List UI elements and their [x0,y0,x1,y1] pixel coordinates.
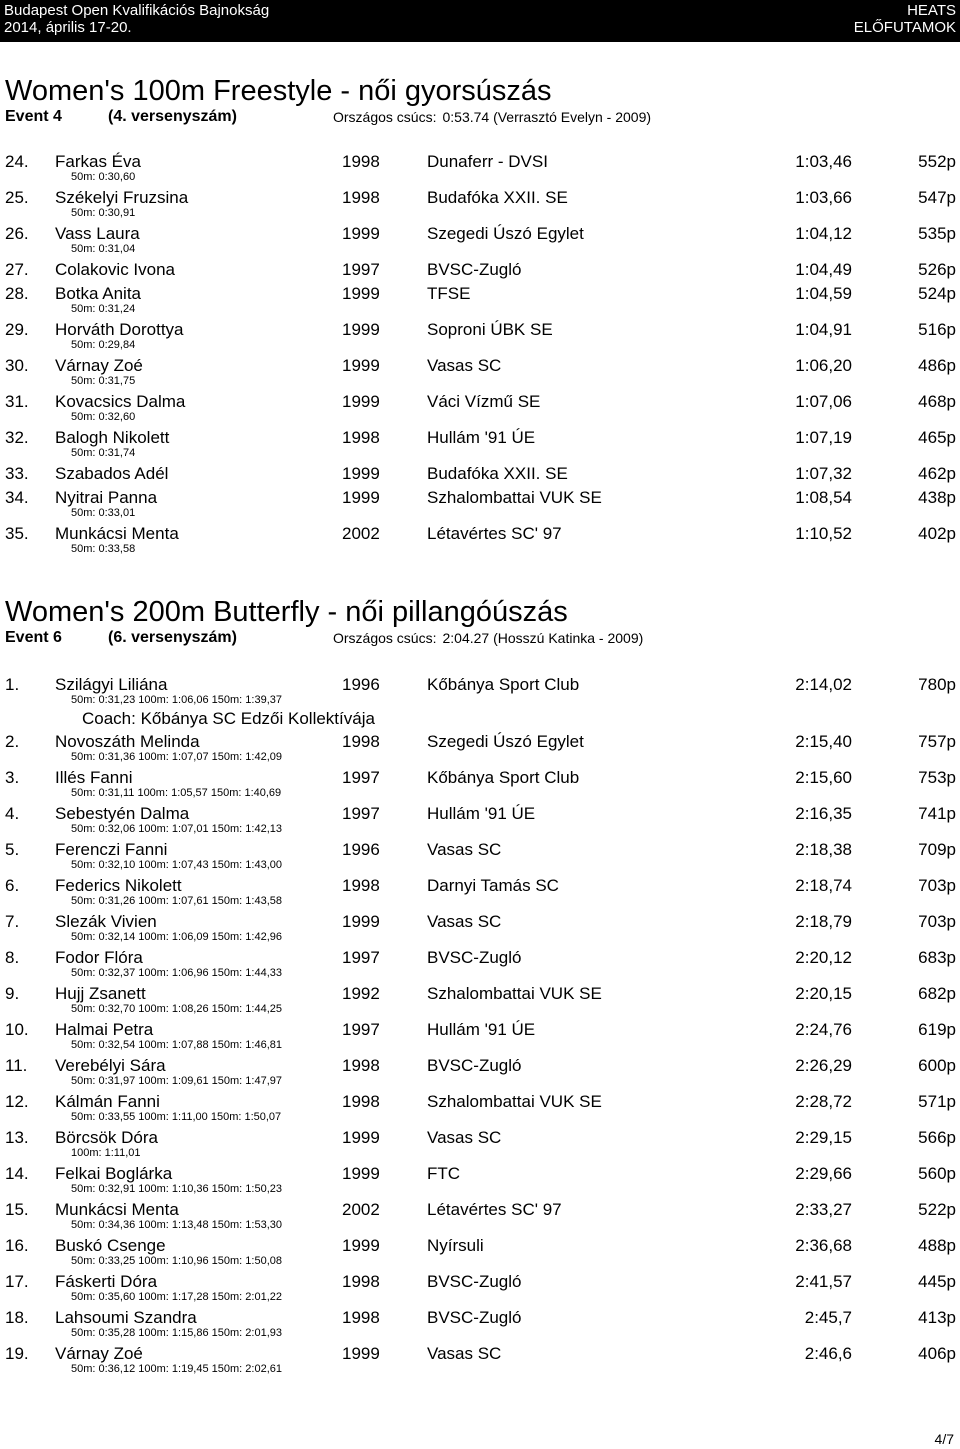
record-value: 2:04.27 (Hosszú Katinka - 2009) [442,630,644,646]
club-name: BVSC-Zugló [427,948,522,967]
swimmer-name: Kálmán Fanni [55,1092,160,1111]
fina-points: 682p [918,984,956,1003]
results-list [0,673,960,1378]
birth-year: 1998 [342,152,380,171]
final-time: 1:07,06 [795,392,852,411]
split-times: 100m: 1:11,01 [71,1147,141,1159]
result-row [0,522,960,558]
fina-points: 753p [918,768,956,787]
result-row [0,673,960,730]
fina-points: 683p [918,948,956,967]
swimmer-name: Colakovic Ivona [55,260,176,279]
birth-year: 1998 [342,732,380,751]
result-row [0,1018,960,1054]
final-time: 1:07,19 [795,428,852,447]
result-row [0,1306,960,1342]
club-name: Szhalombattai VUK SE [427,1092,602,1111]
birth-year: 1998 [342,1272,380,1291]
swimmer-name: Fáskerti Dóra [55,1272,158,1291]
page-number: 4/7 [934,1431,954,1447]
birth-year: 1996 [342,840,380,859]
record-label: Országos csúcs: [333,630,437,646]
split-times: 50m: 0:32,37 100m: 1:06,96 150m: 1:44,33 [71,967,282,979]
final-time: 2:26,29 [795,1056,852,1075]
swimmer-name: Botka Anita [55,284,142,303]
birth-year: 1997 [342,260,380,279]
place: 1. [5,675,20,694]
place: 29. [5,320,29,339]
national-record [333,629,643,647]
event-info [0,107,960,127]
place: 28. [5,284,29,303]
session-type: HEATS [907,2,956,19]
meet-title: Budapest Open Kvalifikációs Bajnokság [4,2,270,19]
final-time: 2:18,74 [795,876,852,895]
final-time: 2:15,60 [795,768,852,787]
split-times: 50m: 0:35,60 100m: 1:17,28 150m: 2:01,22 [71,1291,282,1303]
swimmer-name: Buskó Csenge [55,1236,166,1255]
header-bar [0,0,960,42]
birth-year: 1992 [342,984,380,1003]
split-times: 50m: 0:31,24 [71,303,136,315]
split-times: 50m: 0:32,06 100m: 1:07,01 150m: 1:42,13 [71,823,282,835]
birth-year: 1998 [342,1056,380,1075]
split-times: 50m: 0:31,11 100m: 1:05,57 150m: 1:40,69 [71,787,282,799]
club-name: FTC [427,1164,461,1183]
place: 14. [5,1164,29,1183]
birth-year: 1997 [342,804,380,823]
birth-year: 1998 [342,1308,380,1327]
final-time: 2:28,72 [795,1092,852,1111]
birth-year: 1998 [342,188,380,207]
event-number-hu: (4. versenyszám) [108,108,237,125]
swimmer-name: Slezák Vivien [55,912,157,931]
swimmer-name: Munkácsi Menta [55,524,179,543]
club-name: Vasas SC [427,1128,502,1147]
fina-points: 619p [918,1020,956,1039]
fina-points: 468p [918,392,956,411]
split-times: 50m: 0:36,12 100m: 1:19,45 150m: 2:02,61 [71,1363,282,1375]
swimmer-name: Munkácsi Menta [55,1200,179,1219]
split-times: 50m: 0:32,54 100m: 1:07,88 150m: 1:46,81 [71,1039,282,1051]
swimmer-name: Horváth Dorottya [55,320,184,339]
fina-points: 438p [918,488,956,507]
swimmer-name: Balogh Nikolett [55,428,170,447]
split-times: 50m: 0:30,60 [71,171,136,183]
fina-points: 566p [918,1128,956,1147]
record-value: 0:53.74 (Verrasztó Evelyn - 2009) [442,109,652,125]
swimmer-name: Ferenczi Fanni [55,840,168,859]
final-time: 1:03,46 [795,152,852,171]
final-time: 2:45,7 [804,1308,852,1327]
place: 25. [5,188,29,207]
fina-points: 522p [918,1200,956,1219]
place: 7. [5,912,20,931]
final-time: 1:06,20 [795,356,852,375]
split-times: 50m: 0:34,36 100m: 1:13,48 150m: 1:53,30 [71,1219,282,1231]
final-time: 1:04,12 [795,224,852,243]
place: 32. [5,428,29,447]
record-label: Országos csúcs: [333,109,437,125]
club-name: Szhalombattai VUK SE [427,488,602,507]
birth-year: 2002 [342,524,380,543]
birth-year: 1999 [342,1128,380,1147]
split-times: 50m: 0:35,28 100m: 1:15,86 150m: 2:01,93 [71,1327,282,1339]
place: 12. [5,1092,29,1111]
club-name: Szegedi Úszó Egylet [427,732,584,751]
event-number-hu: (6. versenyszám) [108,629,237,646]
club-name: Vasas SC [427,912,502,931]
place: 27. [5,260,29,279]
split-times: 50m: 0:31,97 100m: 1:09,61 150m: 1:47,97 [71,1075,282,1087]
result-row [0,390,960,426]
result-row [0,1126,960,1162]
club-name: Darnyi Tamás SC [427,876,559,895]
fina-points: 703p [918,876,956,895]
club-name: Budafóka XXII. SE [427,464,568,483]
birth-year: 1998 [342,1092,380,1111]
event-info [0,628,960,648]
swimmer-name: Hujj Zsanett [55,984,146,1003]
fina-points: 445p [918,1272,956,1291]
result-row [0,1270,960,1306]
final-time: 2:15,40 [795,732,852,751]
swimmer-name: Novoszáth Melinda [55,732,200,751]
result-row [0,1342,960,1378]
final-time: 1:04,59 [795,284,852,303]
final-time: 2:36,68 [795,1236,852,1255]
fina-points: 547p [918,188,956,207]
club-name: Nyírsuli [427,1236,484,1255]
split-times: 50m: 0:30,91 [71,207,136,219]
fina-points: 560p [918,1164,956,1183]
final-time: 1:07,32 [795,464,852,483]
fina-points: 571p [918,1092,956,1111]
swimmer-name: Felkai Boglárka [55,1164,173,1183]
result-row [0,222,960,258]
place: 18. [5,1308,29,1327]
split-times: 50m: 0:29,84 [71,339,136,351]
place: 15. [5,1200,29,1219]
place: 13. [5,1128,29,1147]
club-name: Szhalombattai VUK SE [427,984,602,1003]
swimmer-name: Sebestyén Dalma [55,804,190,823]
final-time: 2:20,15 [795,984,852,1003]
club-name: BVSC-Zugló [427,1056,522,1075]
birth-year: 1999 [342,320,380,339]
place: 17. [5,1272,29,1291]
result-row [0,486,960,522]
result-row [0,1090,960,1126]
birth-year: 1996 [342,675,380,694]
place: 34. [5,488,29,507]
fina-points: 516p [918,320,956,339]
meet-date: 2014, április 17-20. [4,19,132,36]
club-name: Létavértes SC' 97 [427,1200,562,1219]
split-times: 50m: 0:31,04 [71,243,136,255]
club-name: Váci Vízmű SE [427,392,541,411]
results-list [0,150,960,558]
result-row [0,1198,960,1234]
swimmer-name: Vass Laura [55,224,140,243]
final-time: 2:20,12 [795,948,852,967]
swimmer-name: Szabados Adél [55,464,169,483]
swimmer-name: Kovacsics Dalma [55,392,186,411]
swimmer-name: Farkas Éva [55,152,141,171]
fina-points: 402p [918,524,956,543]
swimmer-name: Lahsoumi Szandra [55,1308,197,1327]
split-times: 50m: 0:31,74 [71,447,136,459]
place: 4. [5,804,20,823]
birth-year: 1999 [342,392,380,411]
final-time: 1:04,91 [795,320,852,339]
fina-points: 406p [918,1344,956,1363]
session-type-hu: ELŐFUTAMOK [853,19,956,36]
club-name: Dunaferr - DVSI [427,152,548,171]
club-name: BVSC-Zugló [427,1272,522,1291]
swimmer-name: Fodor Flóra [55,948,143,967]
place: 31. [5,392,29,411]
result-row [0,874,960,910]
club-name: Hullám '91 ÚE [427,804,536,823]
place: 33. [5,464,29,483]
club-name: Vasas SC [427,840,502,859]
fina-points: 488p [918,1236,956,1255]
fina-points: 462p [918,464,956,483]
final-time: 2:46,6 [804,1344,852,1363]
result-row [0,282,960,318]
club-name: Vasas SC [427,356,502,375]
result-row [0,1234,960,1270]
place: 24. [5,152,29,171]
birth-year: 1998 [342,876,380,895]
swimmer-name: Federics Nikolett [55,876,182,895]
swimmer-name: Szilágyi Liliána [55,675,168,694]
split-times: 50m: 0:31,26 100m: 1:07,61 150m: 1:43,58 [71,895,282,907]
result-row [0,730,960,766]
final-time: 2:14,02 [795,675,852,694]
national-record [333,108,651,126]
result-row [0,982,960,1018]
club-name: Vasas SC [427,1344,502,1363]
fina-points: 413p [918,1308,956,1327]
place: 9. [5,984,20,1003]
final-time: 1:08,54 [795,488,852,507]
birth-year: 1999 [342,224,380,243]
place: 30. [5,356,29,375]
place: 16. [5,1236,29,1255]
split-times: 50m: 0:33,25 100m: 1:10,96 150m: 1:50,08 [71,1255,282,1267]
club-name: Hullám '91 ÚE [427,428,536,447]
final-time: 1:03,66 [795,188,852,207]
fina-points: 486p [918,356,956,375]
result-row [0,462,960,486]
fina-points: 780p [918,675,956,694]
result-row [0,258,960,282]
result-row [0,766,960,802]
final-time: 2:24,76 [795,1020,852,1039]
swimmer-name: Várnay Zoé [55,1344,143,1363]
result-row [0,1054,960,1090]
fina-points: 709p [918,840,956,859]
final-time: 2:18,79 [795,912,852,931]
swimmer-name: Nyitrai Panna [55,488,158,507]
split-times: 50m: 0:33,58 [71,543,136,555]
place: 6. [5,876,20,895]
club-name: Hullám '91 ÚE [427,1020,536,1039]
swimmer-name: Illés Fanni [55,768,133,787]
final-time: 2:41,57 [795,1272,852,1291]
birth-year: 1999 [342,912,380,931]
place: 11. [5,1056,28,1075]
fina-points: 703p [918,912,956,931]
event-number: Event 4 [5,108,62,125]
club-name: TFSE [427,284,471,303]
club-name: Kőbánya Sport Club [427,675,580,694]
final-time: 2:29,66 [795,1164,852,1183]
fina-points: 552p [918,152,956,171]
result-row [0,150,960,186]
event-title: Women's 200m Butterfly - női pillangóúszás [5,596,568,628]
result-row [0,946,960,982]
place: 3. [5,768,20,787]
result-row [0,354,960,390]
split-times: 50m: 0:32,60 [71,411,136,423]
birth-year: 2002 [342,1200,380,1219]
result-row [0,186,960,222]
split-times: 50m: 0:31,36 100m: 1:07,07 150m: 1:42,09 [71,751,282,763]
birth-year: 1999 [342,284,380,303]
swimmer-name: Székelyi Fruzsina [55,188,189,207]
place: 19. [5,1344,29,1363]
birth-year: 1999 [342,1344,380,1363]
club-name: Budafóka XXII. SE [427,188,568,207]
result-row [0,318,960,354]
swimmer-name: Halmai Petra [55,1020,154,1039]
split-times: 50m: 0:32,70 100m: 1:08,26 150m: 1:44,25 [71,1003,282,1015]
result-row [0,426,960,462]
final-time: 2:29,15 [795,1128,852,1147]
club-name: BVSC-Zugló [427,1308,522,1327]
place: 5. [5,840,20,859]
split-times: 50m: 0:33,01 [71,507,136,519]
result-row [0,910,960,946]
result-row [0,1162,960,1198]
swimmer-name: Várnay Zoé [55,356,143,375]
event-title: Women's 100m Freestyle - női gyorsúszás [5,75,552,107]
birth-year: 1999 [342,356,380,375]
place: 26. [5,224,29,243]
birth-year: 1997 [342,1020,380,1039]
final-time: 1:10,52 [795,524,852,543]
birth-year: 1997 [342,948,380,967]
place: 10. [5,1020,29,1039]
place: 8. [5,948,20,967]
birth-year: 1998 [342,428,380,447]
birth-year: 1999 [342,1236,380,1255]
club-name: BVSC-Zugló [427,260,522,279]
club-name: Szegedi Úszó Egylet [427,224,584,243]
club-name: Soproni ÚBK SE [427,320,553,339]
result-row [0,802,960,838]
split-times: 50m: 0:32,10 100m: 1:07,43 150m: 1:43,00 [71,859,282,871]
birth-year: 1999 [342,464,380,483]
split-times: 50m: 0:32,91 100m: 1:10,36 150m: 1:50,23 [71,1183,282,1195]
birth-year: 1999 [342,1164,380,1183]
fina-points: 465p [918,428,956,447]
coach-note: Coach: Kőbánya SC Edzői Kollektívája [82,709,375,728]
place: 35. [5,524,29,543]
fina-points: 757p [918,732,956,751]
split-times: 50m: 0:31,23 100m: 1:06,06 150m: 1:39,37 [71,694,282,706]
split-times: 50m: 0:33,55 100m: 1:11,00 150m: 1:50,07 [71,1111,282,1123]
swimmer-name: Verebélyi Sára [55,1056,166,1075]
result-row [0,838,960,874]
split-times: 50m: 0:31,75 [71,375,136,387]
place: 2. [5,732,20,751]
club-name: Kőbánya Sport Club [427,768,580,787]
fina-points: 741p [918,804,956,823]
final-time: 2:16,35 [795,804,852,823]
birth-year: 1997 [342,768,380,787]
event-number: Event 6 [5,629,62,646]
fina-points: 600p [918,1056,956,1075]
fina-points: 524p [918,284,956,303]
fina-points: 535p [918,224,956,243]
split-times: 50m: 0:32,14 100m: 1:06,09 150m: 1:42,96 [71,931,282,943]
final-time: 2:33,27 [795,1200,852,1219]
final-time: 2:18,38 [795,840,852,859]
birth-year: 1999 [342,488,380,507]
club-name: Létavértes SC' 97 [427,524,562,543]
fina-points: 526p [918,260,956,279]
final-time: 1:04,49 [795,260,852,279]
swimmer-name: Börcsök Dóra [55,1128,158,1147]
